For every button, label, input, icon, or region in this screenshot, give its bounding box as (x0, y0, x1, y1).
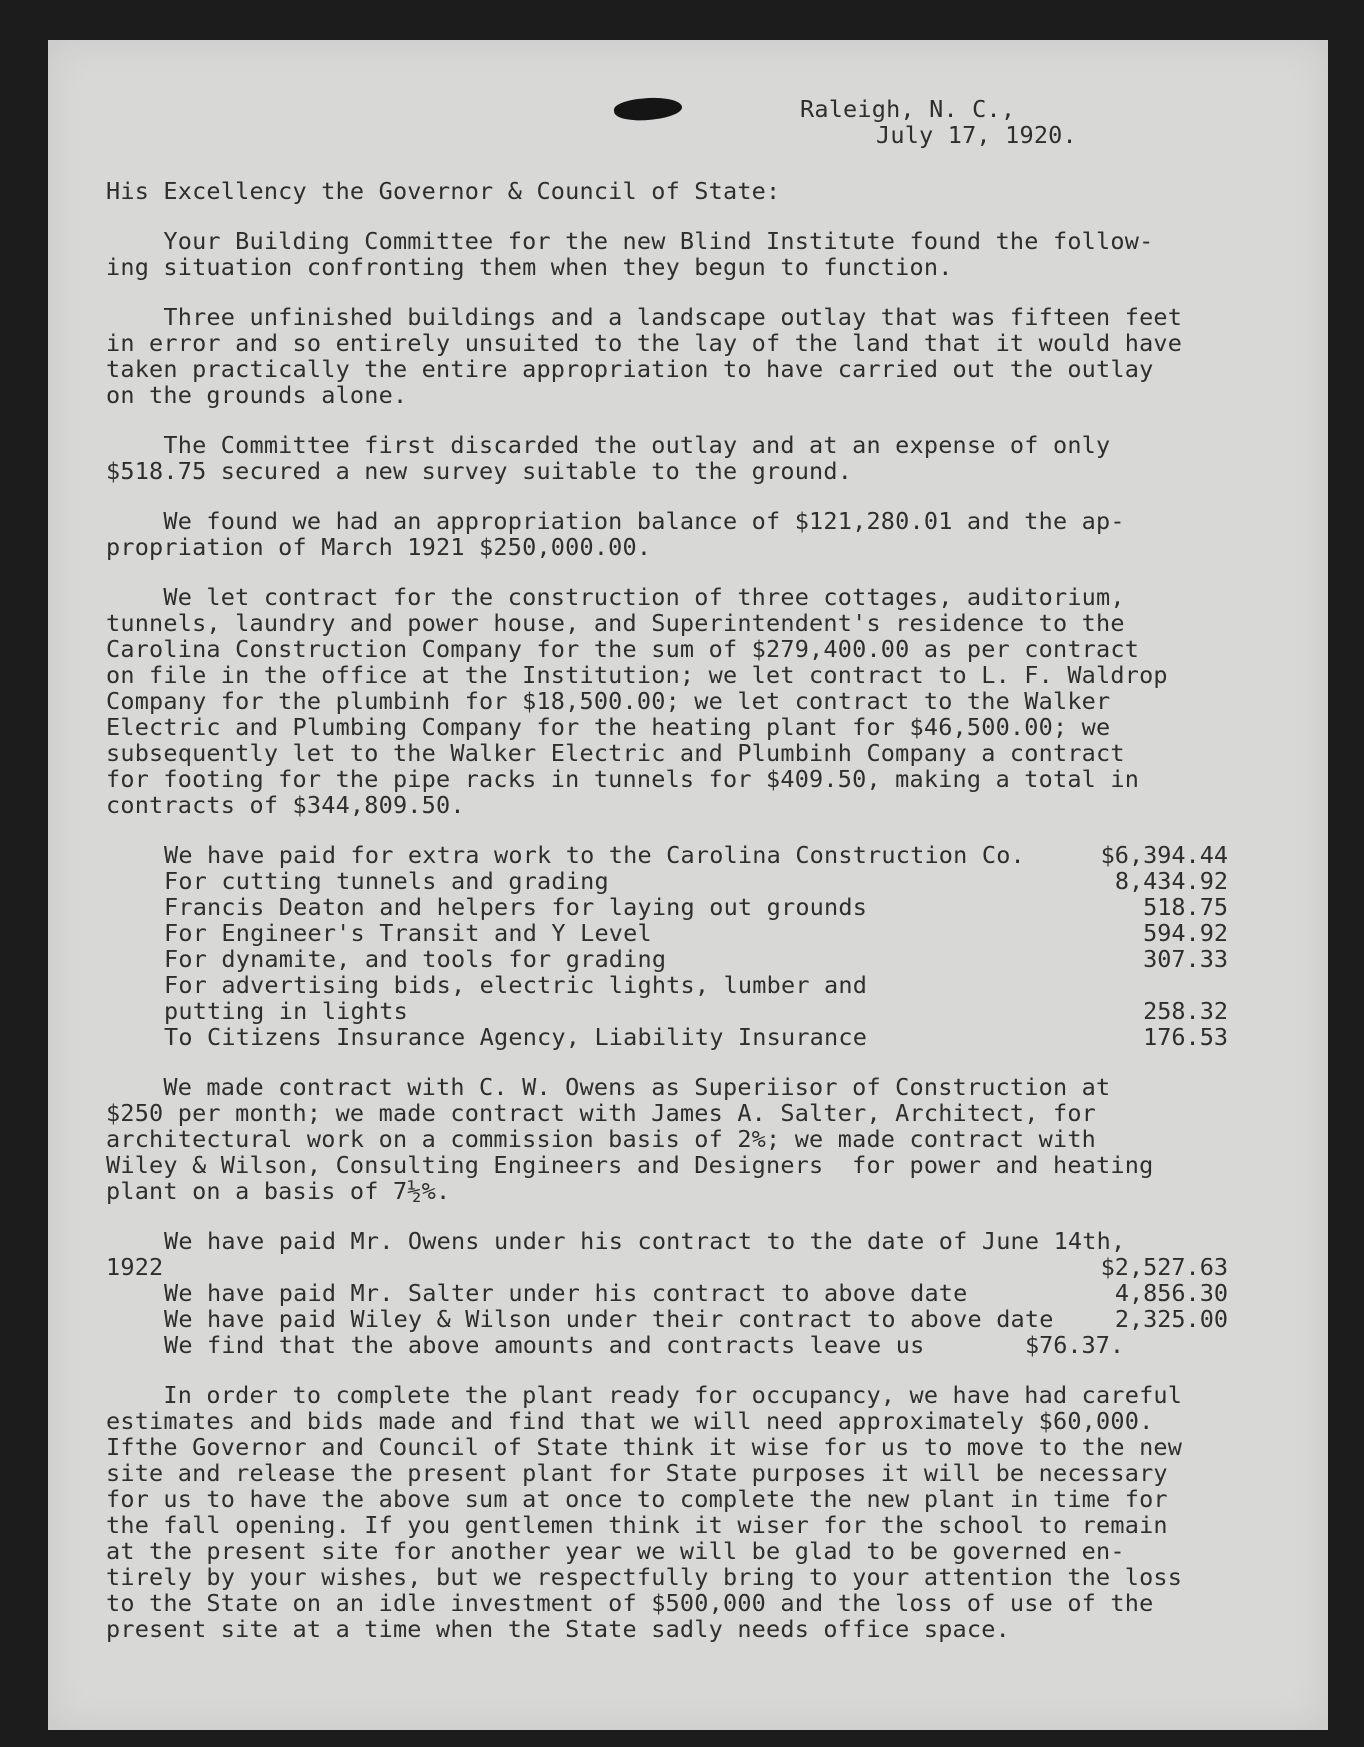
paragraph-line: for footing for the pipe racks in tunnels for $409.50, making a total in (106, 765, 1140, 793)
payment-label: 1922 (106, 1253, 164, 1281)
letter-place: Raleigh, N. C., (800, 95, 1016, 123)
expense-label: For Engineer's Transit and Y Level (164, 919, 652, 947)
paragraph-line: Your Building Committee for the new Blind Institute found the follow- (106, 227, 1154, 255)
paragraph-line: to the State on an idle investment of $500,000 and the loss of use of the (106, 1589, 1154, 1617)
expense-label: putting in lights (164, 997, 408, 1025)
expense-amount: 307.33 (1143, 945, 1228, 973)
paragraph-line: Carolina Construction Company for the sum of $279,400.00 as per contract (106, 635, 1140, 663)
paragraph-line: $250 per month; we made contract with James A. Salter, Architect, for (106, 1099, 1097, 1127)
paragraph-line: $518.75 secured a new survey suitable to the ground. (106, 457, 853, 485)
expense-label: For advertising bids, electric lights, lumber and (164, 971, 868, 999)
payment-label: We find that the above amounts and contracts leave us (164, 1331, 925, 1359)
payment-label: We have paid Mr. Owens under his contract to the date of June 14th, (164, 1227, 1126, 1255)
payment-amount: 2,325.00 (1114, 1305, 1228, 1333)
expense-label: For dynamite, and tools for grading (164, 945, 667, 973)
expense-amount: $6,394.44 (1100, 841, 1228, 869)
expense-amount: 176.53 (1143, 1023, 1228, 1051)
paragraph-line: the fall opening. If you gentlemen think it wiser for the school to remain (106, 1511, 1168, 1539)
paragraph-line: In order to complete the plant ready for occupancy, we have had careful (106, 1381, 1183, 1409)
paragraph-line: site and release the present plant for State purposes it will be necessary (106, 1459, 1168, 1487)
paragraph-line: propriation of March 1921 $250,000.00. (106, 533, 652, 561)
payment-amount: $76.37. (1024, 1331, 1124, 1359)
paragraph-line: plant on a basis of 7½%. (106, 1177, 451, 1205)
paragraph-line: for us to have the above sum at once to complete the new plant in time for (106, 1485, 1168, 1513)
salutation: His Excellency the Governor & Council of State: (106, 177, 781, 205)
paragraph-line: Wiley & Wilson, Consulting Engineers and Designers for power and heating (106, 1151, 1154, 1179)
paragraph-line: estimates and bids made and find that we will need approximately $60,000. (106, 1407, 1154, 1435)
expense-amount: 258.32 (1143, 997, 1228, 1025)
paragraph-line: We made contract with C. W. Owens as Superiisor of Construction at (106, 1073, 1111, 1101)
paragraph-line: tirely by your wishes, but we respectfully bring to your attention the loss (106, 1563, 1183, 1591)
expense-label: Francis Deaton and helpers for laying out grounds (164, 893, 868, 921)
paragraph-line: subsequently let to the Walker Electric and Plumbinh Company a contract (106, 739, 1125, 767)
paragraph-line: tunnels, laundry and power house, and Superintendent's residence to the (106, 609, 1125, 637)
paragraph-line: at the present site for another year we will be glad to be governed en- (106, 1537, 1125, 1565)
payment-label: We have paid Mr. Salter under his contract to above date (164, 1279, 968, 1307)
paragraph-line: We let contract for the construction of three cottages, auditorium, (106, 583, 1125, 611)
letter-date: July 17, 1920. (876, 121, 1077, 149)
paragraph-line: Ifthe Governor and Council of State think it wise for us to move to the new (106, 1433, 1183, 1461)
paragraph-line: in error and so entirely unsuited to the lay of the land that it would have (106, 329, 1183, 357)
expense-label: For cutting tunnels and grading (164, 867, 609, 895)
expense-amount: 8,434.92 (1114, 867, 1228, 895)
paragraph-line: Electric and Plumbing Company for the heating plant for $46,500.00; we (106, 713, 1111, 741)
paragraph-line: Three unfinished buildings and a landscape outlay that was fifteen feet (106, 303, 1183, 331)
payment-amount: 4,856.30 (1114, 1279, 1228, 1307)
payment-amount: $2,527.63 (1100, 1253, 1228, 1281)
paragraph-line: Company for the plumbinh for $18,500.00; we let contract to the Walker (106, 687, 1111, 715)
expense-amount: 594.92 (1143, 919, 1228, 947)
paragraph-line: ing situation confronting them when they begun to function. (106, 253, 953, 281)
expense-label: We have paid for extra work to the Carolina Construction Co. (164, 841, 1025, 869)
payment-label: We have paid Wiley & Wilson under their contract to above date (164, 1305, 1054, 1333)
paragraph-line: architectural work on a commission basis of 2%; we made contract with (106, 1125, 1097, 1153)
paragraph-line: present site at a time when the State sadly needs office space. (106, 1615, 1010, 1643)
paragraph-line: taken practically the entire appropriation to have carried out the outlay (106, 355, 1154, 383)
paragraph-line: We found we had an appropriation balance of $121,280.01 and the ap- (106, 507, 1125, 535)
expense-label: To Citizens Insurance Agency, Liability Insurance (164, 1023, 868, 1051)
paragraph-line: on file in the office at the Institution; we let contract to L. F. Waldrop (106, 661, 1168, 689)
paragraph-line: contracts of $344,809.50. (106, 791, 465, 819)
expense-amount: 518.75 (1143, 893, 1228, 921)
paragraph-line: on the grounds alone. (106, 381, 408, 409)
paragraph-line: The Committee first discarded the outlay and at an expense of only (106, 431, 1111, 459)
